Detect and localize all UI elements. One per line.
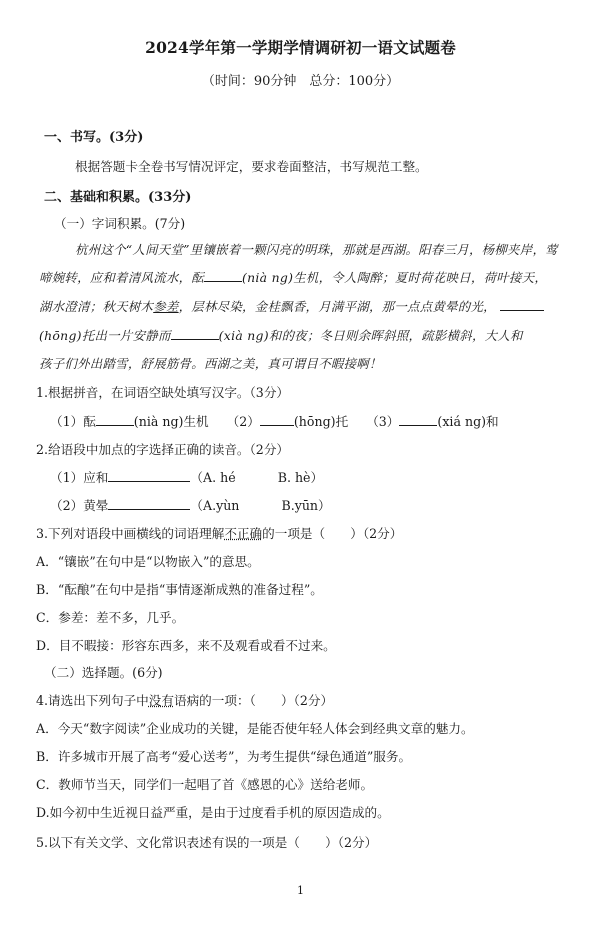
q1-a3-label: （3）: [366, 414, 400, 429]
q1-a3-blank[interactable]: [399, 413, 437, 426]
q3-option-c: C．参差：差不多，几乎。: [36, 610, 185, 625]
q3-stem-b: 的一项是（ ）（2分）: [262, 526, 403, 541]
q1-answers: [50, 411, 499, 430]
section1-heading: 一、书写。(3分): [44, 130, 144, 145]
q3-stem-a: 3.下列对语段中画横线的词语理解: [36, 526, 225, 541]
q4-option-d: D.如今初中生近视日益严重，是由于过度看手机的原因造成的。: [36, 805, 390, 820]
q2-r2-blank[interactable]: [108, 497, 190, 510]
passage-line-1: 杭州这个“人间天堂”里镶嵌着一颗闪亮的明珠，那就是西湖。阳春三月，杨柳夹岸，莺: [75, 242, 558, 257]
q2-row-2: [50, 495, 331, 514]
q4-option-b: B．许多城市开展了高考“爱心送考”，为考生提供“绿色通道”服务。: [36, 749, 412, 764]
passage-line-2-b: (nià ng)生机，令人陶醉；夏时荷花映日，荷叶接天，: [241, 270, 548, 285]
passage-line-3: [39, 297, 544, 315]
q4-option-c: C．教师节当天，同学们一起唱了首《感恩的心》送给老师。: [36, 777, 374, 792]
q2-r1-word: （1）应和: [50, 470, 109, 485]
page-number: 1: [297, 884, 304, 897]
q1-a3-pinyin: (xiá ng)和: [437, 414, 499, 429]
q4-stem-b: 语病的一项：（ ）（2分）: [173, 693, 334, 708]
passage-line-4: [39, 326, 523, 344]
q2-r1-blank[interactable]: [108, 469, 190, 482]
q4-stem-dotted: 没有: [148, 693, 174, 708]
q4-option-a: A．今天“数字阅读”企业成功的关键，是能否使年轻人体会到经典文章的魅力。: [36, 721, 474, 736]
q3-option-d: D．目不暇接：形容东西多，来不及观看或看不过来。: [36, 638, 336, 653]
blank-hong[interactable]: [500, 298, 544, 311]
q4-stem-a: 4.请选出下列句子中: [36, 693, 149, 708]
passage-line-5: 孩子们外出踏雪，舒展筋骨。西湖之美，真可谓目不暇接啊！: [39, 356, 382, 371]
q5-stem: 5.以下有关文学、文化常识表述有误的一项是（ ）（2分）: [36, 835, 378, 850]
q2-r2-word: （2）黄晕: [50, 498, 109, 513]
q2-row-1: [50, 467, 323, 486]
q1-a2-blank[interactable]: [260, 413, 294, 426]
section2-sub1-heading: （一）字词积累。(7分): [54, 216, 186, 231]
passage-line-4-b: (xià ng)和的夜；冬日则余晖斜照，疏影横斜，大人和: [218, 328, 523, 343]
section1-text: 根据答题卡全卷书写情况评定，要求卷面整洁，书写规范工整。: [75, 159, 428, 174]
q2-r1-optA: （A. hé: [190, 470, 236, 485]
q2-stem: 2.给语段中加点的字选择正确的读音。（2分）: [36, 442, 290, 457]
section2-heading: 二、基础和积累。(33分): [44, 190, 192, 205]
q3-option-a: A．“镶嵌”在句中是“以物嵌入”的意思。: [36, 554, 260, 569]
q2-r2-optB: B.yūn）: [281, 498, 331, 513]
underlined-cenci: 参差: [153, 299, 179, 314]
exam-title: 2024学年第一学期学情调研初一语文试题卷: [145, 38, 456, 57]
passage-line-2: [39, 268, 547, 286]
exam-subtitle: （时间：90分钟 总分：100分）: [201, 74, 400, 89]
section2-sub2-heading: （二）选择题。(6分): [44, 665, 163, 680]
q3-stem: [36, 523, 402, 542]
q3-option-b: B．“酝酿”在句中是指“事情逐渐成熟的准备过程”。: [36, 582, 323, 597]
q2-r2-optA: （A.yùn: [190, 498, 240, 513]
q1-a1-label: （1）酝: [50, 414, 96, 429]
q1-a1-blank[interactable]: [96, 413, 134, 426]
q1-a2-label: （2）: [226, 414, 260, 429]
q1-a1-pinyin: (nià ng)生机: [133, 414, 209, 429]
q1-a2-pinyin: (hōng)托: [293, 414, 349, 429]
passage-line-3-a: 湖水澄清；秋天树木: [39, 299, 154, 314]
q4-stem: [36, 690, 333, 709]
passage-line-4-a: (hōng)托出一片安静而: [39, 328, 171, 343]
q2-r1-optB: B. hè）: [277, 470, 324, 485]
q3-stem-dotted: 不正确: [224, 526, 263, 541]
blank-xiang[interactable]: [171, 327, 219, 340]
blank-nianng[interactable]: [204, 269, 242, 282]
passage-line-2-a: 啼婉转，应和着清风流水，酝: [39, 270, 204, 285]
passage-line-3-b: ，层林尽染，金桂飘香，月满平湖，那一点点黄晕的光，: [178, 299, 496, 314]
q1-stem: 1.根据拼音，在词语空缺处填写汉字。（3分）: [36, 385, 290, 400]
